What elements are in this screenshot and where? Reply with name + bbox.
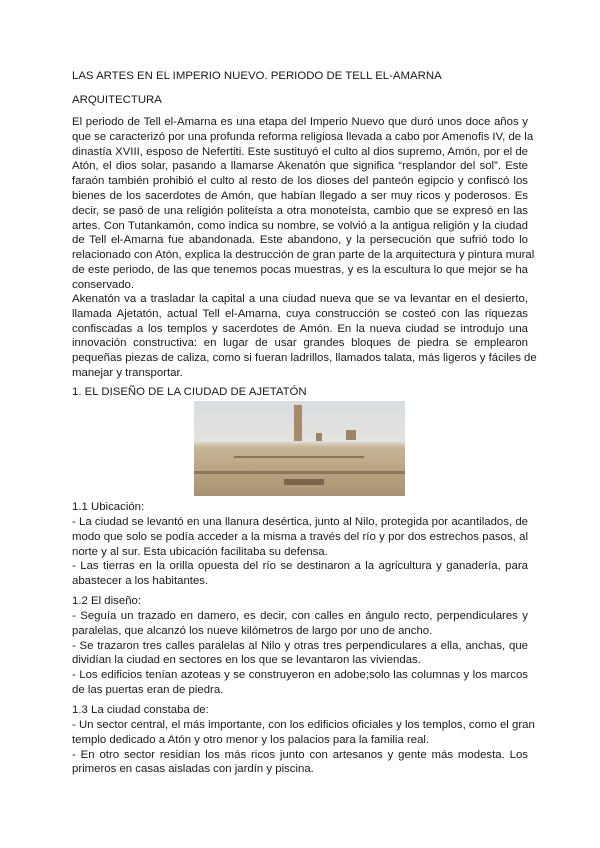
section-heading-arquitectura: ARQUITECTURA [72, 94, 162, 106]
text-line: primeros en casas aisladas con jardín y piscina. [72, 763, 314, 776]
text-line: artes. Con Tutankamón, como indica su nombre, se volvió a la antigua religión y la ciudad [72, 219, 528, 232]
text-line: faraón también prohibió el culto al resto de los dioses del panteón egipcio y confiscó los [72, 175, 528, 188]
text-line: manejar y transportar. [72, 366, 183, 379]
text-line: dinastía XVIII, esposo de Nefertiti. Este sustituyó el culto al dios supremo, Amón, por el de [72, 145, 528, 158]
text-line: - En otro sector residían los más ricos junto con artesanos y gente más modesta. Los [72, 748, 528, 761]
text-line: - La ciudad se levantó en una llanura desértica, junto al Nilo, protegida por acantilados, de [72, 516, 528, 528]
subsection-heading-ciudad: 1.3 La ciudad constaba de: [72, 704, 209, 716]
text-line: - Un sector central, el más importante, con los edificios oficiales y los templos, como el gran [72, 719, 535, 731]
text-line: paralelas, que alcanzó los nueve kilómetros de largo por uno de ancho. [72, 624, 433, 637]
subsection-heading-diseno: 1.2 El diseño: [72, 595, 142, 607]
text-line: - Seguía un trazado en damero, es decir, con calles en ángulo recto, perpendiculares y [72, 610, 528, 622]
text-line: innovación constructiva: en lugar de usar grandes bloques de piedra se emplearon [72, 337, 528, 350]
subsection-heading-ubicacion: 1.1 Ubicación: [72, 501, 145, 513]
text-line: dividían la ciudad en sectores en los que se levantaron las viviendas. [72, 654, 421, 667]
ubicacion-text [72, 515, 528, 589]
text-line: llamada Ajetatón, actual Tell el-Amarna, cuya construcción se costeó con las riquezas [72, 307, 528, 320]
text-line: conservado. [72, 278, 135, 291]
text-line: Atón, el dios solar, pasando a llamarse Akenatón que significa “resplandor del sol”. Este [72, 160, 528, 173]
document-title: LAS ARTES EN EL IMPERIO NUEVO. PERIODO DE TELL EL-AMARNA [72, 70, 442, 82]
text-line: Akenatón va a trasladar la capital a una ciudad nueva que se va levantar en el desierto, [72, 293, 528, 305]
section-heading-diseno: 1. EL DISEÑO DE LA CIUDAD DE AJETATÓN [72, 386, 307, 398]
text-line: modo que solo se podía acceder a la misma a través del río y por dos estrechos pasos, al [72, 530, 528, 543]
text-line: relacionado con Atón, explica la destrucción de gran parte de la arquitectura y pintura mural [72, 249, 535, 262]
text-line: bienes de los sacerdotes de Amón, que habían llegado a ser muy ricos y poderosos. Es [72, 189, 528, 202]
text-line: decir, se pasó de una religión politeísta a otra monoteísta, cambio que se expresó en las [72, 204, 528, 217]
text-line: abastecer a los habitantes. [72, 575, 209, 588]
tell-el-amarna-photo [194, 401, 405, 496]
text-line: - Las tierras en la orilla opuesta del río se destinaron a la agricultura y ganadería, para [72, 560, 528, 573]
text-line: de las puertas eran de piedra. [72, 683, 224, 696]
text-line: que se caracterizó por una profunda reforma religiosa llevada a cabo por Amenofis IV, de la [72, 130, 534, 143]
text-line: norte y al sur. Esta ubicación facilitaba su defensa. [72, 545, 328, 558]
text-line: confiscadas a los templos y sacerdotes de Amón. En la nueva ciudad se introdujo una [72, 322, 528, 335]
diseno-text [72, 609, 528, 698]
text-line: El periodo de Tell el-Amarna es una etapa del Imperio Nuevo que duró unos doce años y [72, 116, 528, 128]
intro-paragraph-1 [72, 115, 535, 293]
text-line: de Tell el-Amarna fue abandonada. Este abandono, y la persecución que sufrió todo lo [72, 234, 528, 247]
ciudad-text [72, 718, 535, 777]
text-line: de este periodo, de las que tenemos pocas muestras, y es la escultura lo que mejor se ha [72, 263, 528, 276]
text-line: - Los edificios tenían azoteas y se construyeron en adobe;solo las columnas y los marcos [72, 669, 528, 682]
text-line: pequeñas piezas de caliza, como si fueran ladrillos, llamados talata, más ligeros y fáciles de [72, 352, 537, 365]
text-line: templo dedicado a Atón y otro menor y los palacios para la familia real. [72, 733, 430, 746]
text-line: - Se trazaron tres calles paralelas al Nilo y otras tres perpendiculares a ella, anchas, que [72, 639, 528, 652]
intro-paragraph-2 [72, 292, 537, 381]
